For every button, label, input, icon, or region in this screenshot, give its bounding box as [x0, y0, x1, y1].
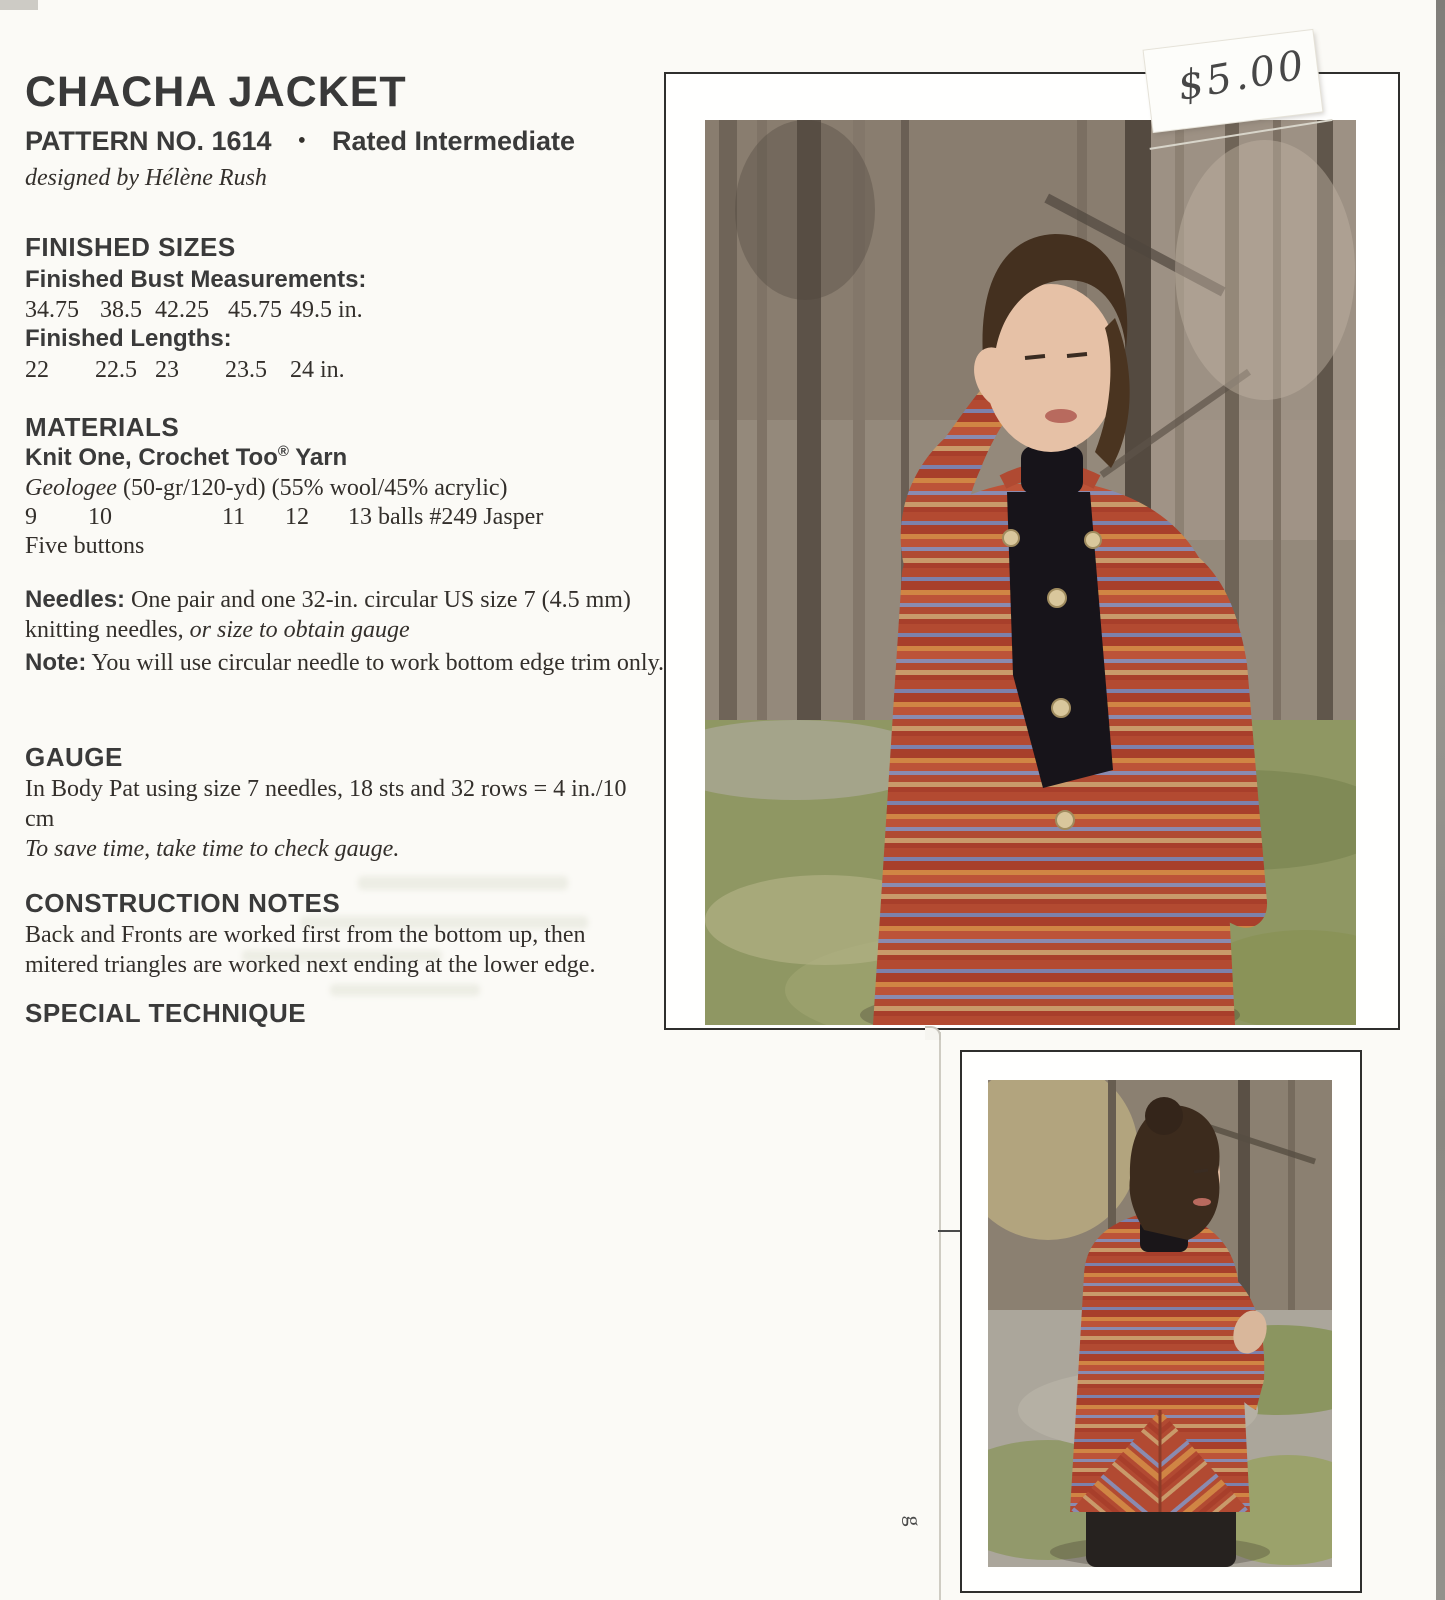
main-photo: [705, 120, 1356, 1025]
needles-italic: or size to obtain gauge: [189, 617, 410, 643]
yarn-quantities: [25, 502, 543, 532]
bust-value: 42.25: [155, 297, 209, 323]
yarn-qty: 13 balls #249 Jasper: [348, 504, 544, 530]
length-value: 24 in.: [290, 357, 345, 383]
finished-sizes-heading: FINISHED SIZES: [25, 232, 236, 262]
model-lips: [1193, 1198, 1211, 1206]
construction-line-1: Back and Fronts are worked first from the bottom up, then: [25, 922, 586, 948]
rating: Rated Intermediate: [331, 126, 576, 156]
length-value: 23: [155, 357, 179, 383]
under-sheet-tick: [938, 1230, 961, 1232]
main-photo-card: [664, 72, 1400, 1030]
note-text: You will use circular needle to work bottom edge trim only.: [86, 650, 665, 676]
yarn-qty: 11: [222, 504, 246, 530]
hair-bun: [1145, 1097, 1183, 1135]
back-photo-card: [960, 1050, 1362, 1593]
construction-heading: CONSTRUCTION NOTES: [25, 888, 341, 918]
model-lips: [1045, 409, 1077, 423]
under-sheet-edge: [939, 1032, 941, 1600]
bleedthrough-smudge: [330, 984, 480, 996]
bust-label: Finished Bust Measurements:: [25, 266, 367, 293]
bust-value: 49.5 in.: [290, 297, 363, 323]
yarn-brand-suffix: Yarn: [288, 444, 348, 471]
gauge-line-2: cm: [25, 806, 55, 832]
yarn-qty: 10: [88, 504, 112, 530]
length-values: [25, 355, 345, 385]
gauge-heading: GAUGE: [25, 742, 123, 772]
note-paragraph: [25, 648, 670, 678]
yarn-qty: 9: [25, 504, 37, 530]
bullet-separator: •: [297, 128, 306, 154]
lengths-label: Finished Lengths:: [25, 325, 232, 352]
bust-values: [25, 295, 363, 325]
back-photo-illustration: [988, 1080, 1332, 1567]
needles-text: One pair and one 32-in. circular US size 7 (4.5 mm) knitting needles,: [25, 587, 631, 643]
note-label: Note:: [25, 649, 87, 676]
yarn-name: Geologee: [25, 475, 117, 501]
scan-edge-strip: [1436, 0, 1445, 1600]
model-eye-right: [1067, 354, 1087, 356]
special-technique-heading: SPECIAL TECHNIQUE: [25, 998, 307, 1028]
pattern-number: PATTERN NO. 1614: [25, 126, 272, 156]
length-value: 22.5: [95, 357, 137, 383]
length-value: 23.5: [225, 357, 267, 383]
back-photo: [988, 1080, 1332, 1567]
designer-credit: designed by Hélène Rush: [25, 165, 267, 191]
pattern-line: [25, 126, 575, 157]
construction-line-2: mitered triangles are worked next ending at the lower edge.: [25, 952, 596, 978]
main-photo-illustration: [705, 120, 1356, 1025]
buttons-line: Five buttons: [25, 533, 145, 559]
yarn-spec-line: [25, 473, 508, 503]
turtleneck-neck: [1021, 446, 1083, 494]
bust-value: 34.75: [25, 297, 79, 323]
yarn-brand-name: Knit One, Crochet Too: [25, 444, 278, 471]
registered-mark: ®: [277, 443, 289, 460]
margin-letter: g: [901, 1515, 927, 1527]
bust-value: 45.75: [228, 297, 282, 323]
scan-corner-mark: [0, 0, 38, 10]
needles-paragraph: [25, 585, 670, 645]
yarn-qty: 12: [285, 504, 309, 530]
needles-label: Needles:: [25, 586, 126, 613]
gauge-line-1: In Body Pat using size 7 needles, 18 sts and 32 rows = 4 in./10: [25, 776, 627, 802]
price-text: $5.00: [1174, 41, 1310, 110]
model-eye: [1194, 1170, 1208, 1172]
yarn-spec: (50-gr/120-yd) (55% wool/45% acrylic): [116, 475, 508, 501]
page-title: CHACHA JACKET: [25, 68, 407, 116]
bust-value: 38.5: [100, 297, 142, 323]
gauge-italic-note: To save time, take time to check gauge.: [25, 836, 400, 862]
materials-heading: MATERIALS: [25, 412, 180, 442]
model-eye-left: [1025, 356, 1045, 358]
yarn-brand: [25, 443, 347, 472]
length-value: 22: [25, 357, 49, 383]
bleedthrough-smudge: [358, 876, 568, 890]
